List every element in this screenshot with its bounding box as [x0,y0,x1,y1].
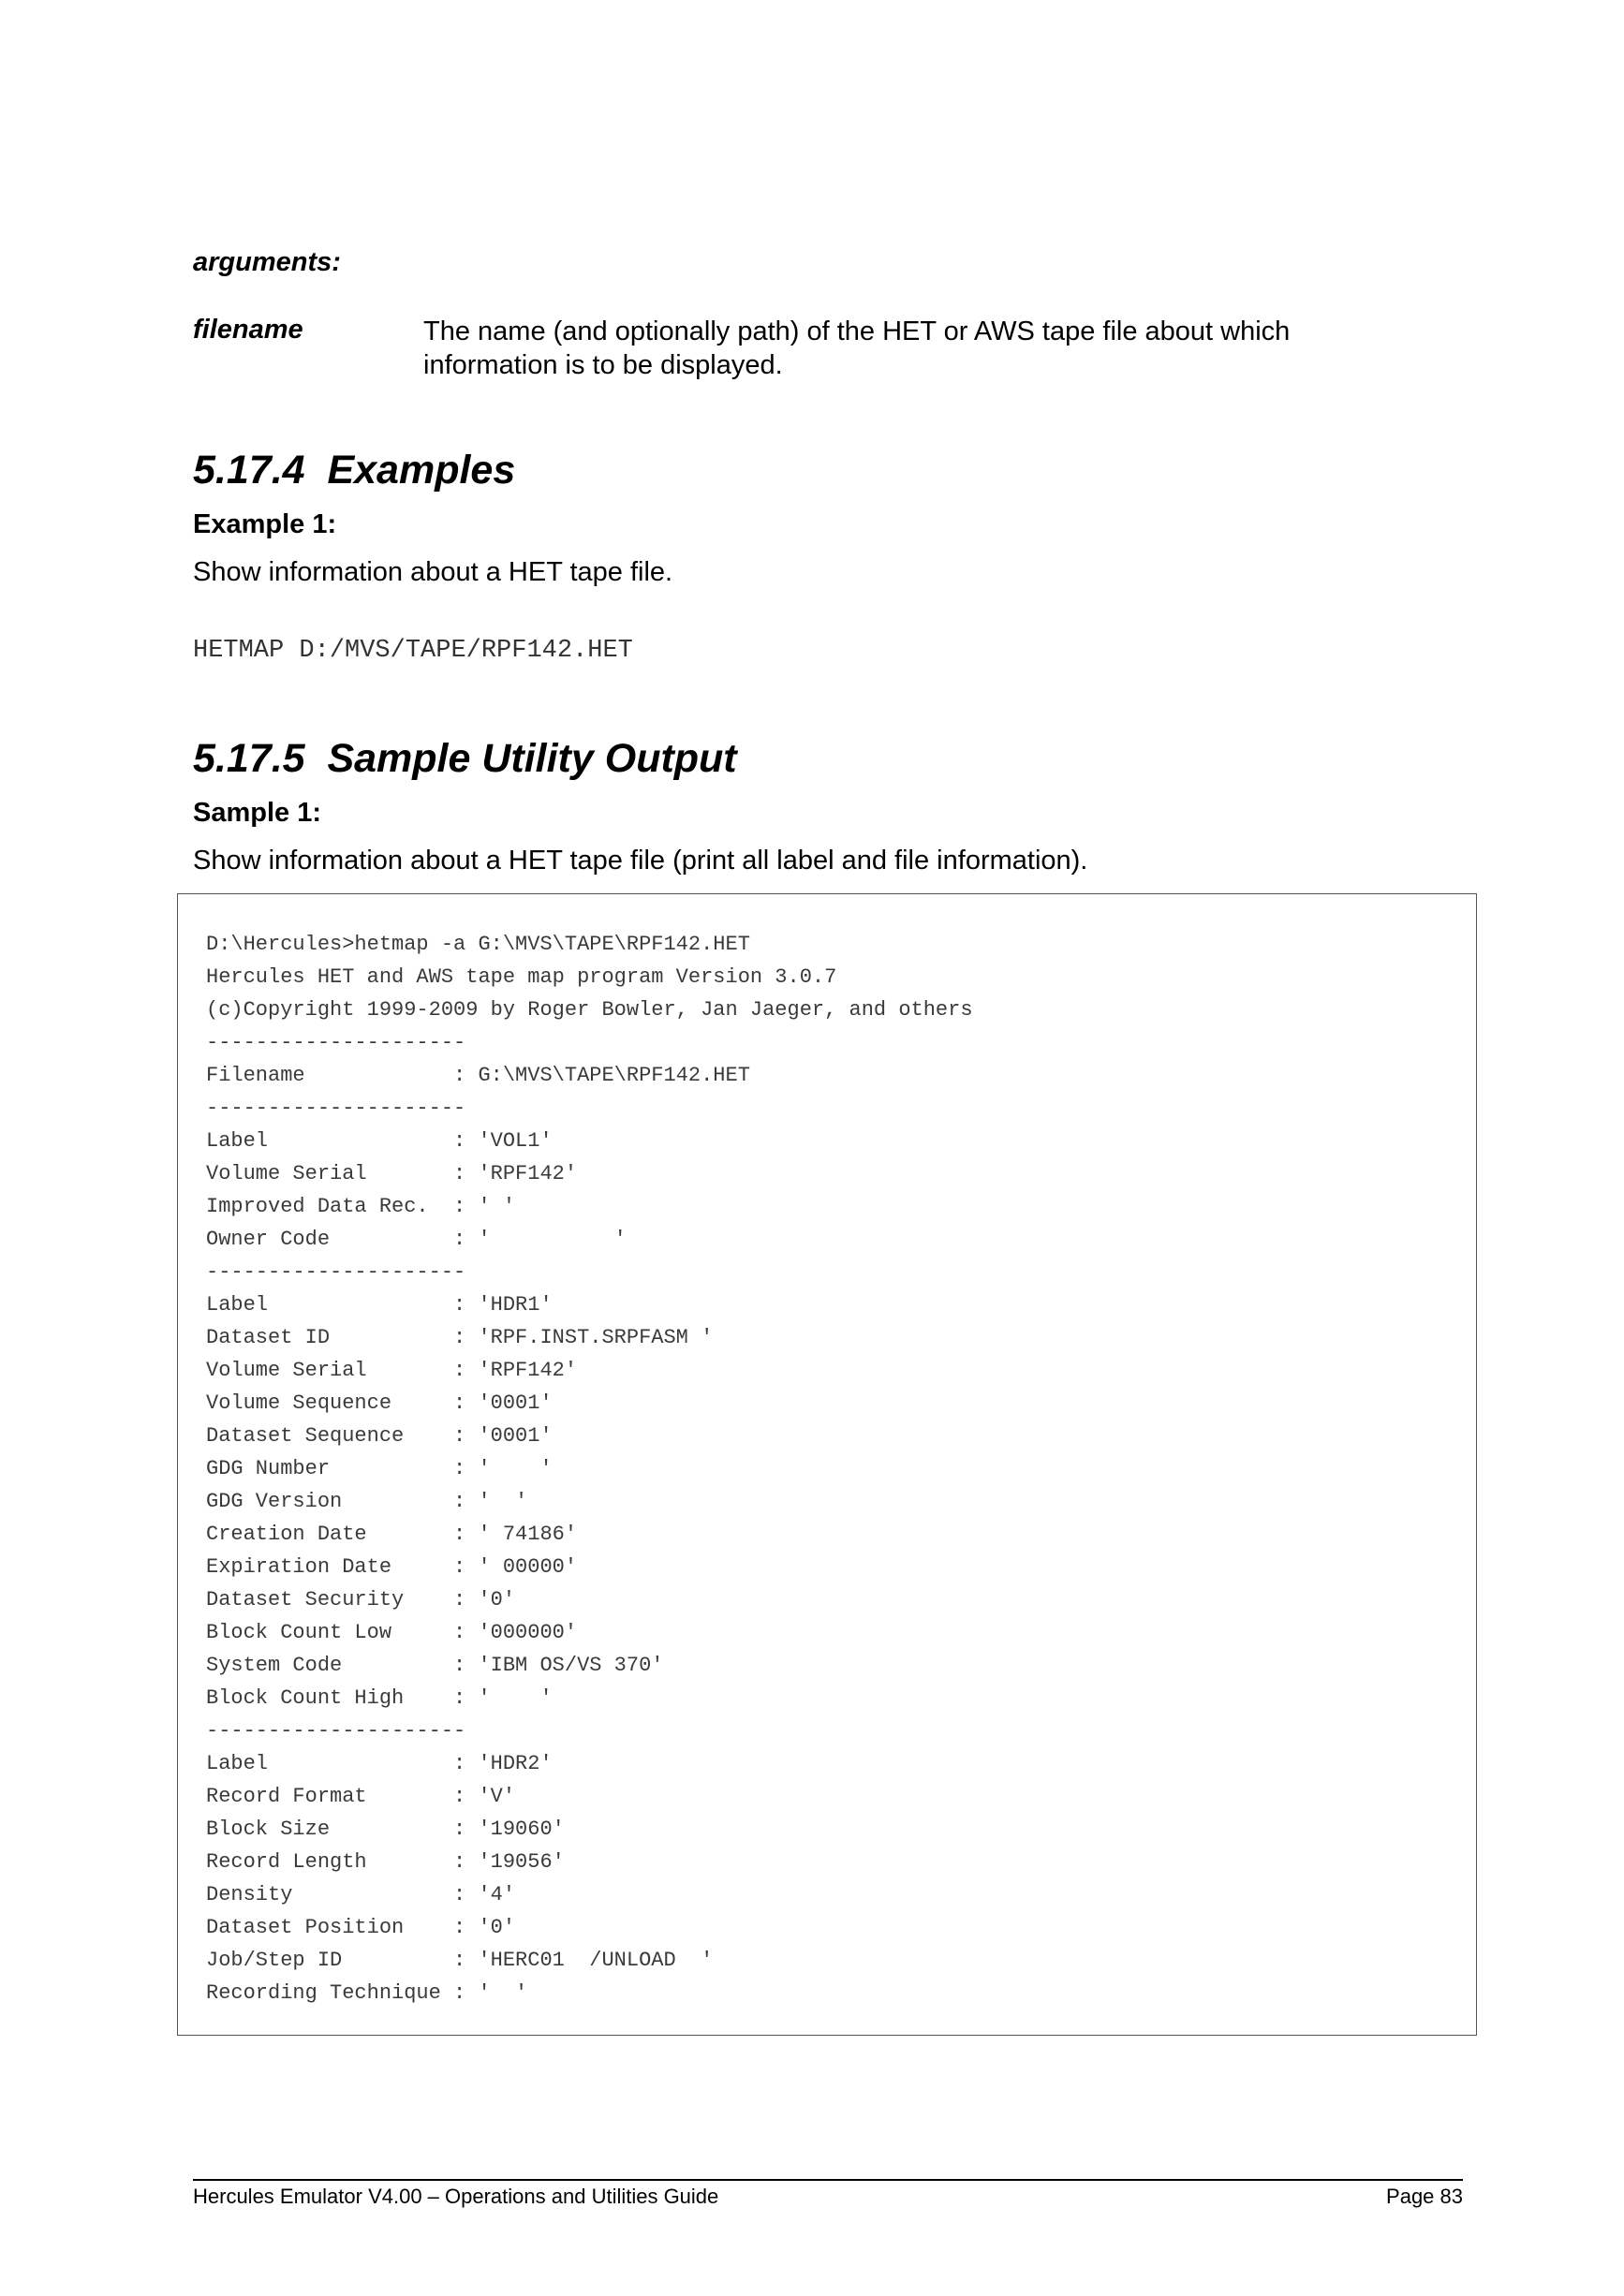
output-line: Record Length : '19056' [206,1850,565,1874]
output-line: (c)Copyright 1999-2009 by Roger Bowler, Jan Jaeger, and others [206,998,973,1022]
output-line: D:\Hercules>hetmap -a G:\MVS\TAPE\RPF142.HET [206,933,750,956]
output-line: --------------------- [206,1096,466,1120]
sample-1-description: Show information about a HET tape file (print all label and file information). [193,846,1088,876]
output-line: Dataset ID : 'RPF.INST.SRPFASM ' [206,1326,714,1349]
output-line: --------------------- [206,1031,466,1054]
output-line: Density : '4' [206,1883,516,1906]
footer-divider [193,2179,1463,2181]
output-line: Dataset Sequence : '0001' [206,1424,553,1448]
output-line: Dataset Position : '0' [206,1916,516,1939]
output-line: Job/Step ID : 'HERC01 /UNLOAD ' [206,1949,714,1972]
example-1-description: Show information about a HET tape file. [193,557,673,587]
output-line: Volume Serial : 'RPF142' [206,1162,578,1185]
output-line: --------------------- [206,1719,466,1743]
output-line: --------------------- [206,1260,466,1284]
output-line: Improved Data Rec. : ' ' [206,1195,516,1218]
output-line: Block Size : '19060' [206,1818,565,1841]
output-line: Owner Code : ' ' [206,1228,627,1251]
param-description: The name (and optionally path) of the HET or AWS tape file about which information is to be displayed. [423,316,1291,380]
output-line: GDG Number : ' ' [206,1457,553,1480]
output-line: Hercules HET and AWS tape map program Version 3.0.7 [206,965,837,989]
footer-title: Hercules Emulator V4.00 – Operations and Utilities Guide [193,2185,719,2208]
output-line: GDG Version : ' ' [206,1490,528,1513]
output-line: Volume Sequence : '0001' [206,1391,553,1415]
output-line: Block Count Low : '000000' [206,1621,578,1644]
arguments-heading: arguments: [193,247,341,277]
output-line: Label : 'HDR2' [206,1752,553,1775]
sample-output-lines [206,928,973,2009]
example-1-heading: Example 1: [193,509,337,539]
output-line: Label : 'VOL1' [206,1129,553,1153]
output-line: Block Count High : ' ' [206,1686,553,1710]
example-command: HETMAP D:/MVS/TAPE/RPF142.HET [193,637,633,665]
footer-page-number: Page 83 [1386,2185,1463,2208]
sample-output-box [177,893,1477,2036]
output-line: Recording Technique : ' ' [206,1981,528,2005]
output-line: Record Format : 'V' [206,1785,516,1808]
section-heading-sample-output: 5.17.5 Sample Utility Output [193,736,737,781]
output-line: Creation Date : ' 74186' [206,1523,578,1546]
output-line: System Code : 'IBM OS/VS 370' [206,1654,664,1677]
output-line: Label : 'HDR1' [206,1293,553,1317]
output-line: Expiration Date : ' 00000' [206,1555,578,1579]
output-line: Dataset Security : '0' [206,1588,516,1612]
sample-1-heading: Sample 1: [193,798,321,828]
section-heading-examples: 5.17.4 Examples [193,448,516,493]
param-name-filename: filename [193,315,303,345]
output-line: Filename : G:\MVS\TAPE\RPF142.HET [206,1064,750,1087]
output-line: Volume Serial : 'RPF142' [206,1359,578,1382]
